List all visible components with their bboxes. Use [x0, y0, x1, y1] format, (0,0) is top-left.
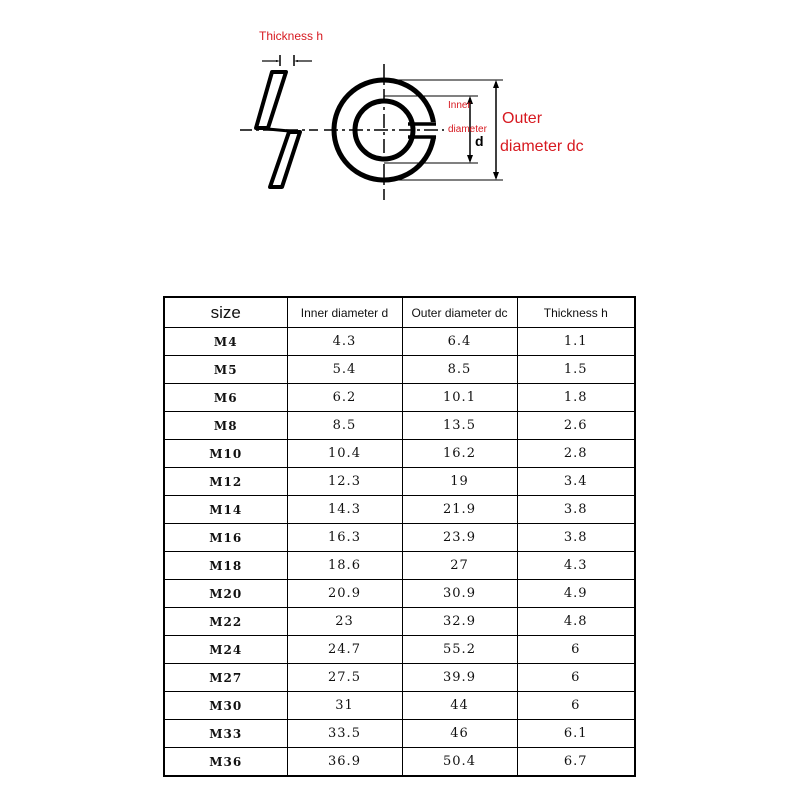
cell-thickness: 3.4: [517, 468, 635, 496]
cell-size: M10: [164, 440, 287, 468]
cell-size: M8: [164, 412, 287, 440]
cell-thickness: 3.8: [517, 524, 635, 552]
cell-size: M33: [164, 720, 287, 748]
table-row: [164, 664, 635, 692]
table-row: [164, 496, 635, 524]
table-row: [164, 468, 635, 496]
header-inner-diameter: Inner diameter d: [287, 297, 402, 328]
cell-size: M6: [164, 384, 287, 412]
cell-thickness: 6: [517, 664, 635, 692]
cell-outer-diameter: 6.4: [402, 328, 517, 356]
cell-thickness: 6: [517, 692, 635, 720]
cell-outer-diameter: 39.9: [402, 664, 517, 692]
cell-inner-diameter: 5.4: [287, 356, 402, 384]
cell-thickness: 6.1: [517, 720, 635, 748]
cell-outer-diameter: 8.5: [402, 356, 517, 384]
cell-outer-diameter: 16.2: [402, 440, 517, 468]
thickness-label: Thickness h: [259, 29, 324, 43]
cell-outer-diameter: 46: [402, 720, 517, 748]
cell-outer-diameter: 21.9: [402, 496, 517, 524]
cell-outer-diameter: 50.4: [402, 748, 517, 777]
cell-thickness: 1.8: [517, 384, 635, 412]
cell-inner-diameter: 10.4: [287, 440, 402, 468]
header-size: size: [164, 297, 287, 328]
table-body: [164, 328, 635, 777]
table-row: [164, 384, 635, 412]
cell-size: M5: [164, 356, 287, 384]
table-row: [164, 356, 635, 384]
table-row: [164, 692, 635, 720]
cell-size: M24: [164, 636, 287, 664]
table-row: [164, 552, 635, 580]
cell-size: M12: [164, 468, 287, 496]
cell-inner-diameter: 6.2: [287, 384, 402, 412]
cell-inner-diameter: 12.3: [287, 468, 402, 496]
cell-thickness: 4.3: [517, 552, 635, 580]
table-row: [164, 328, 635, 356]
cell-thickness: 2.6: [517, 412, 635, 440]
cell-size: M14: [164, 496, 287, 524]
cell-inner-diameter: 18.6: [287, 552, 402, 580]
header-outer-diameter: Outer diameter dc: [402, 297, 517, 328]
table-row: [164, 412, 635, 440]
cell-thickness: 2.8: [517, 440, 635, 468]
cell-inner-diameter: 36.9: [287, 748, 402, 777]
cell-thickness: 3.8: [517, 496, 635, 524]
cell-size: M36: [164, 748, 287, 777]
cell-size: M30: [164, 692, 287, 720]
inner-diameter-label-2: diameter: [448, 124, 487, 135]
outer-diameter-label-2: diameter dc: [500, 138, 584, 155]
cell-inner-diameter: 27.5: [287, 664, 402, 692]
cell-thickness: 4.9: [517, 580, 635, 608]
cell-size: M22: [164, 608, 287, 636]
cell-outer-diameter: 19: [402, 468, 517, 496]
cell-outer-diameter: 44: [402, 692, 517, 720]
cell-thickness: 4.8: [517, 608, 635, 636]
cell-outer-diameter: 30.9: [402, 580, 517, 608]
table-row: [164, 720, 635, 748]
table-row: [164, 748, 635, 777]
cell-size: M4: [164, 328, 287, 356]
table-row: [164, 608, 635, 636]
table-row: [164, 524, 635, 552]
inner-diameter-label: Inner: [448, 100, 471, 111]
washer-diagram: [0, 0, 800, 260]
cell-size: M16: [164, 524, 287, 552]
header-thickness: Thickness h: [517, 297, 635, 328]
cell-thickness: 6.7: [517, 748, 635, 777]
d-label: d: [475, 133, 484, 149]
spec-table: [163, 296, 636, 777]
cell-outer-diameter: 10.1: [402, 384, 517, 412]
cell-inner-diameter: 14.3: [287, 496, 402, 524]
cell-size: M20: [164, 580, 287, 608]
cell-outer-diameter: 32.9: [402, 608, 517, 636]
cell-inner-diameter: 16.3: [287, 524, 402, 552]
cell-outer-diameter: 13.5: [402, 412, 517, 440]
cell-thickness: 1.5: [517, 356, 635, 384]
table-row: [164, 636, 635, 664]
cell-thickness: 1.1: [517, 328, 635, 356]
outer-diameter-label: Outer: [502, 110, 543, 127]
table-row: [164, 440, 635, 468]
cell-outer-diameter: 23.9: [402, 524, 517, 552]
cell-inner-diameter: 23: [287, 608, 402, 636]
cell-inner-diameter: 31: [287, 692, 402, 720]
cell-size: M18: [164, 552, 287, 580]
cell-outer-diameter: 55.2: [402, 636, 517, 664]
cell-inner-diameter: 33.5: [287, 720, 402, 748]
washer-drawing: [0, 0, 800, 260]
cell-inner-diameter: 20.9: [287, 580, 402, 608]
cell-size: M27: [164, 664, 287, 692]
cell-thickness: 6: [517, 636, 635, 664]
table-header-row: [164, 297, 635, 328]
cell-outer-diameter: 27: [402, 552, 517, 580]
cell-inner-diameter: 24.7: [287, 636, 402, 664]
washer-side-view: [240, 55, 318, 187]
cell-inner-diameter: 8.5: [287, 412, 402, 440]
cell-inner-diameter: 4.3: [287, 328, 402, 356]
table-row: [164, 580, 635, 608]
